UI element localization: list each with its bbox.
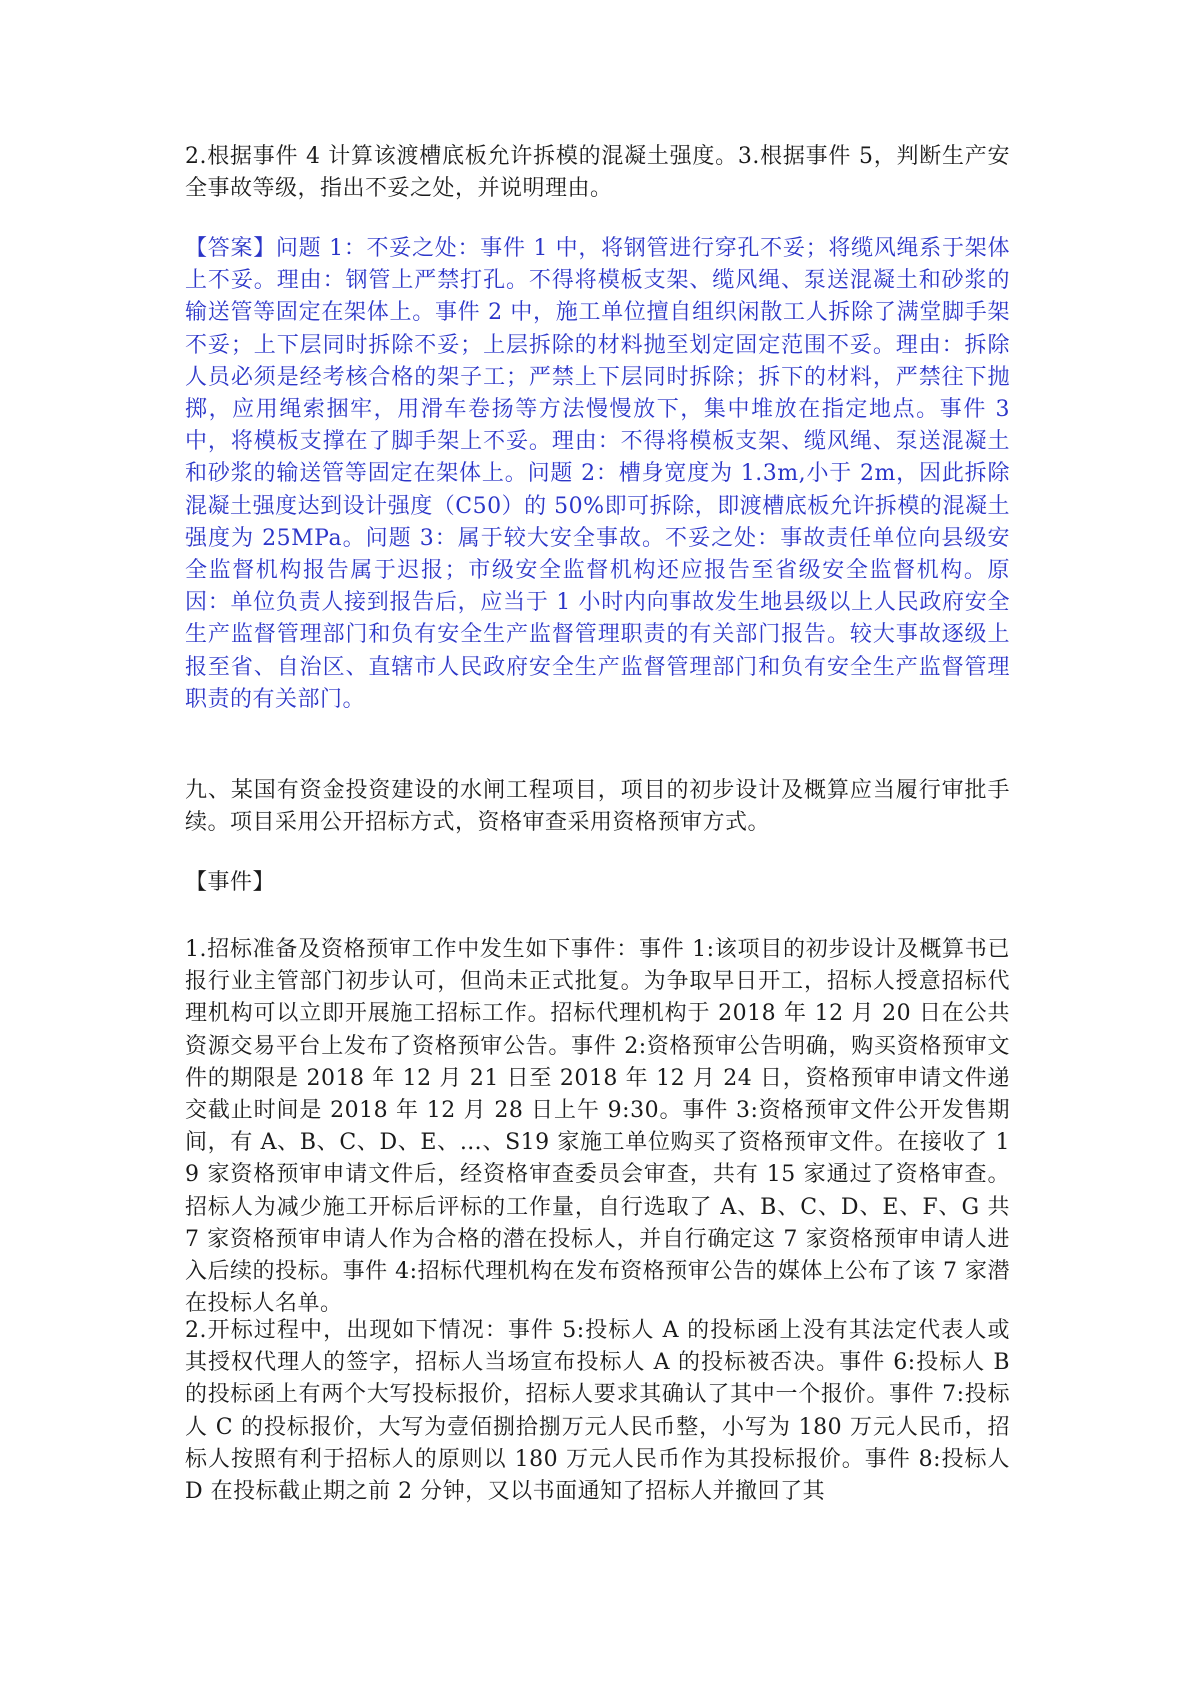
event-paragraph-2 xyxy=(185,1315,1010,1508)
event-paragraph-1-text: 1.招标准备及资格预审工作中发生如下事件：事件 1:该项目的初步设计及概算书已报行业主管部门初步认可，但尚未正式批复。为争取早日开工，招标人授意招标代理机构可以立即开展施工招标工作。招标代理机构于 2018 年 12 月 20 日在公共资源交易平台上发布了资格预审公告。事件 2:资格预审公告明确，购买资格预审文件的期限是 2018 年 12 月 21 日至 2018 年 12 月 24 日，资格预审申请文件递交截止时间是 2018 年 12 月 28 日上午 9:30。事件 3:资格预审文件公开发售期间，有 A、B、C、D、E、…、S19 家施工单位购买了资格预审文件。在接收了 19 家资格预审申请文件后，经资格审查委员会审查，共有 15 家通过了资格审查。招标人为减少施工开标后评标的工作量，自行选取了 A、B、C、D、E、F、G 共 7 家资格预审申请人作为合格的潜在投标人，并自行确定这 7 家资格预审申请人进入后续的投标。事件 4:招标代理机构在发布资格预审公告的媒体上公布了该 7 家潜在投标人名单。 xyxy=(185,937,1010,1317)
section-nine-intro xyxy=(185,775,1010,839)
answer-paragraph xyxy=(185,233,1010,716)
event-paragraph-2-text: 2.开标过程中，出现如下情况：事件 5:投标人 A 的投标函上没有其法定代表人或其授权代理人的签字，招标人当场宣布投标人 A 的投标被否决。事件 6:投标人 B 的投标函上有两个大写投标报价，招标人要求其确认了其中一个报价。事件 7:投标人 C 的投标报价，大写为壹佰捌拾捌万元人民币整，小写为 180 万元人民币，招标人按照有利于招标人的原则以 180 万元人民币作为其投标报价。事件 8:投标人 D 在投标截止期之前 2 分钟，又以书面通知了招标人并撤回了其 xyxy=(185,1318,1010,1505)
section-nine-intro-text: 九、某国有资金投资建设的水闸工程项目，项目的初步设计及概算应当履行审批手续。项目采用公开招标方式，资格审查采用资格预审方式。 xyxy=(185,778,1010,836)
answer-label: 【答案】 xyxy=(185,236,276,261)
questions-paragraph xyxy=(185,141,1010,205)
answer-text: 问题 1：不妥之处：事件 1 中，将钢管进行穿孔不妥；将缆风绳系于架体上不妥。理由：钢管上严禁打孔。不得将模板支架、缆风绳、泵送混凝土和砂浆的输送管等固定在架体上。事件 2 中，施工单位擅自组织闲散工人拆除了满堂脚手架不妥；上下层同时拆除不妥；上层拆除的材料抛至划定固定范围不妥。理由：拆除人员必须是经考核合格的架子工；严禁上下层同时拆除；拆下的材料，严禁往下抛掷，应用绳索捆牢，用滑车卷扬等方法慢慢放下，集中堆放在指定地点。事件 3 中，将模板支撑在了脚手架上不妥。理由：不得将模板支架、缆风绳、泵送混凝土和砂浆的输送管等固定在架体上。问题 2：槽身宽度为 1.3m,小于 2m，因此拆除混凝土强度达到设计强度（C50）的 50%即可拆除，即渡槽底板允许拆模的混凝土强度为 25MPa。问题 3：属于较大安全事故。不妥之处：事故责任单位向县级安全监督机构报告属于迟报；市级安全监督机构还应报告至省级安全监督机构。原因：单位负责人接到报告后，应当于 1 小时内向事故发生地县级以上人民政府安全生产监督管理部门和负有安全生产监督管理职责的有关部门报告。较大事故逐级上报至省、自治区、直辖市人民政府安全生产监督管理部门和负有安全生产监督管理职责的有关部门。 xyxy=(185,236,1010,712)
event-heading-text: 【事件】 xyxy=(185,870,276,895)
event-heading xyxy=(185,867,1010,899)
questions-text: 2.根据事件 4 计算该渡槽底板允许拆模的混凝土强度。3.根据事件 5，判断生产安全事故等级，指出不妥之处，并说明理由。 xyxy=(185,144,1010,202)
event-paragraph-1 xyxy=(185,934,1010,1320)
